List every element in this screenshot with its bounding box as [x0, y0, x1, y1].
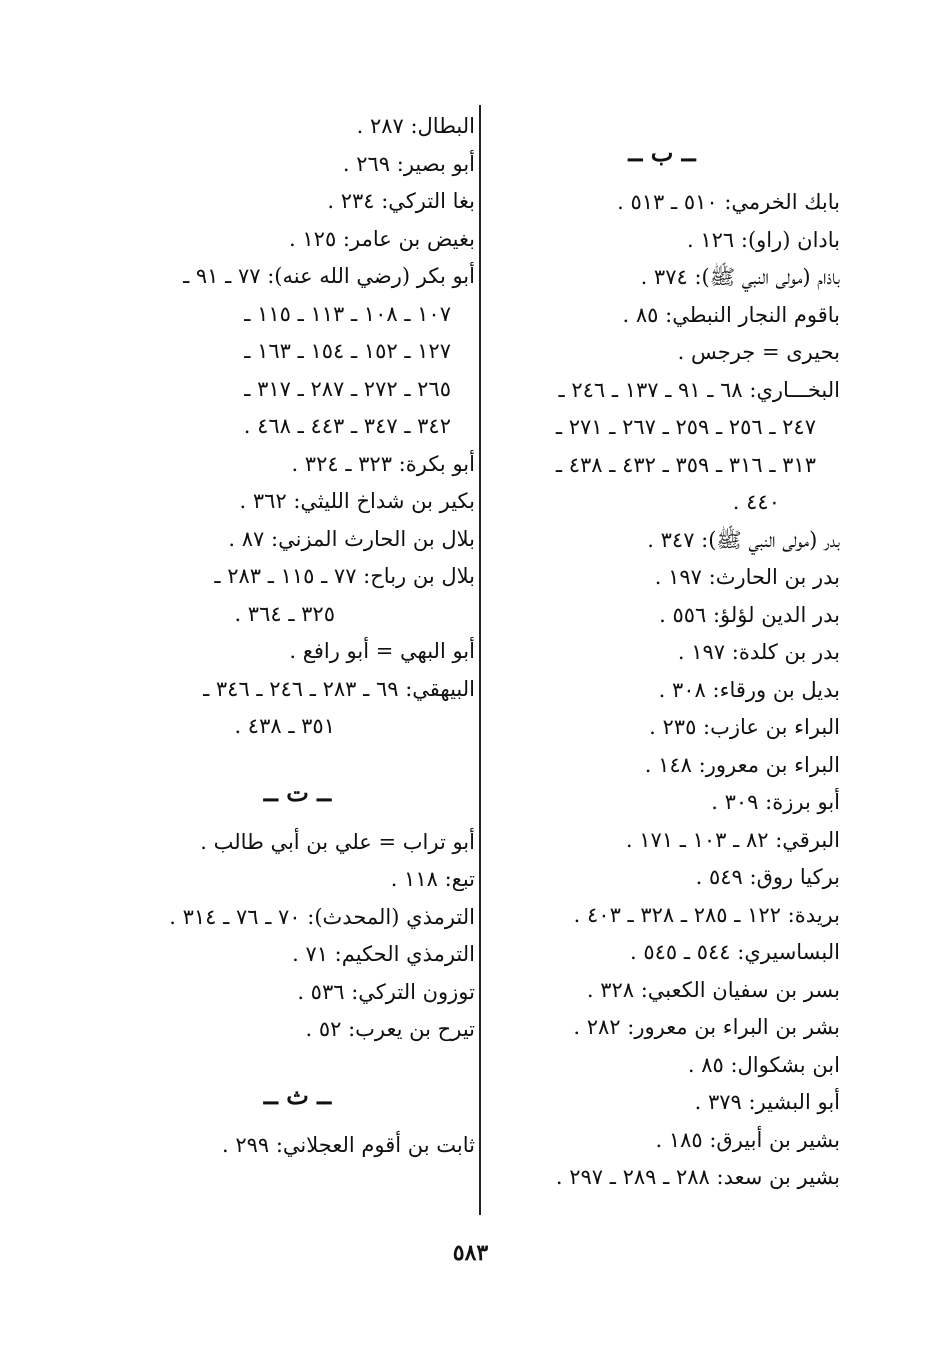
index-entry: بشير بن سعد: ٢٨٨ ـ ٢٨٩ ـ ٢٩٧ . [555, 1165, 840, 1189]
index-entry: أبو بكر (رضي الله عنه): ٧٧ ـ ٩١ ـ [183, 264, 475, 288]
page-number: ٥٨٣ [452, 1240, 489, 1266]
index-entry: ثابت بن أقوم العجلاني: ٢٩٩ . [221, 1132, 475, 1157]
index-entry: الترمذي (المحدث): ٧٠ ـ ٧٦ ـ ٣١٤ . [169, 904, 475, 929]
index-entry-continuation: ١٠٧ ـ ١٠٨ ـ ١١٣ ـ ١١٥ ـ [244, 301, 451, 326]
index-entry: باذام (مولى النبي ﷺ): ٣٧٤ . [640, 265, 840, 289]
index-entry: ابن بشكوال: ٨٥ . [687, 1052, 840, 1077]
section-heading-ta: ــ ت ــ [263, 777, 332, 807]
index-entry: بابك الخرمي: ٥١٠ ـ ٥١٣ . [617, 190, 840, 214]
index-entry: البراء بن معرور: ١٤٨ . [644, 752, 840, 777]
index-entry: أبو البشير: ٣٧٩ . [694, 1090, 840, 1114]
index-entry: بريدة: ١٢٢ ـ ٢٨٥ ـ ٣٢٨ ـ ٤٠٣ . [573, 902, 840, 927]
index-entry-continuation: ٣٢٥ ـ ٣٦٤ . [234, 601, 335, 626]
index-entry: باقوم النجار النبطي: ٨٥ . [622, 302, 840, 327]
index-entry: أبو بكرة: ٣٢٣ ـ ٣٢٤ . [291, 451, 475, 476]
index-entry-continuation: ٣٥١ ـ ٤٣٨ . [234, 714, 335, 738]
index-entry: بدر بن الحارث: ١٩٧ . [654, 565, 840, 589]
index-entry: بدر الدين لؤلؤ: ٥٥٦ . [659, 602, 840, 627]
index-entry: الترمذي الحكيم: ٧١ . [292, 942, 475, 966]
index-entry: بادان (راو): ١٢٦ . [687, 227, 840, 252]
index-entry: بغا التركي: ٢٣٤ . [327, 189, 475, 213]
index-entry: بغيض بن عامر: ١٢٥ . [289, 226, 475, 251]
index-entry-continuation: ١٢٧ ـ ١٥٢ ـ ١٥٤ ـ ١٦٣ ـ [244, 339, 451, 363]
index-entry-continuation: ٣١٣ ـ ٣١٦ ـ ٣٥٩ ـ ٤٣٢ ـ ٤٣٨ ـ [555, 452, 816, 477]
index-entry-continuation: ٢٦٥ ـ ٢٧٢ ـ ٢٨٧ ـ ٣١٧ ـ [244, 376, 451, 401]
index-entry: بلال بن رباح: ٧٧ ـ ١١٥ ـ ٢٨٣ ـ [214, 564, 475, 588]
index-entry: البساسيري: ٥٤٤ ـ ٥٤٥ . [630, 940, 840, 964]
index-entry: بسر بن سفيان الكعبي: ٣٢٨ . [586, 977, 840, 1002]
index-entry: أبو برزة: ٣٠٩ . [711, 790, 840, 814]
index-entry-continuation: ٣٤٢ ـ ٣٤٧ ـ ٤٤٣ ـ ٤٦٨ . [243, 414, 451, 438]
index-entry: البرقي: ٨٢ ـ ١٠٣ ـ ١٧١ . [625, 827, 840, 852]
index-entry: بشر بن البراء بن معرور: ٢٨٢ . [573, 1015, 840, 1039]
index-entry-continuation: ٤٤٠ . [732, 490, 780, 514]
index-entry: أبو تراب = علي بن أبي طالب . [200, 829, 475, 854]
index-entry: بكير بن شداخ الليثي: ٣٦٢ . [239, 489, 475, 513]
index-column-right [484, 128, 840, 1197]
index-entry: تيرح بن يعرب: ٥٢ . [305, 1017, 475, 1041]
index-entry-continuation: ٢٤٧ ـ ٢٥٦ ـ ٢٥٩ ـ ٢٦٧ ـ ٢٧١ ـ [555, 415, 816, 439]
index-entry: بدر (مولى النبي ﷺ): ٣٤٧ . [647, 527, 840, 552]
index-entry: بديل بن ورقاء: ٣٠٨ . [658, 677, 840, 702]
index-entry: البيهقي: ٦٩ ـ ٢٨٣ ـ ٢٤٦ ـ ٣٤٦ ـ [203, 676, 475, 701]
index-entry: بلال بن الحارث المزني: ٨٧ . [228, 526, 475, 551]
index-entry: توزون التركي: ٥٣٦ . [297, 979, 475, 1004]
column-divider [479, 105, 481, 1215]
index-entry: البراء بن عازب: ٢٣٥ . [649, 715, 840, 739]
index-entry: البخـــاري: ٦٨ ـ ٩١ ـ ١٣٧ ـ ٢٤٦ ـ [558, 377, 840, 402]
index-entry: بشير بن أبيرق: ١٨٥ . [655, 1127, 840, 1152]
section-heading-tha: ــ ث ــ [263, 1080, 332, 1110]
index-entry: أبو بصير: ٢٦٩ . [342, 151, 475, 176]
index-column-left [120, 108, 475, 1164]
index-entry: بدر بن كلدة: ١٩٧ . [677, 640, 840, 664]
section-heading-ba: ــ ب ــ [628, 138, 696, 167]
index-entry: البطال: ٢٨٧ . [356, 114, 475, 138]
index-entry: أبو البهي = أبو رافع . [289, 639, 475, 663]
index-entry: بحيرى = جرجس . [677, 340, 840, 364]
index-entry: بركيا روق: ٥٤٩ . [695, 865, 840, 889]
index-entry: تبع: ١١٨ . [390, 867, 475, 891]
